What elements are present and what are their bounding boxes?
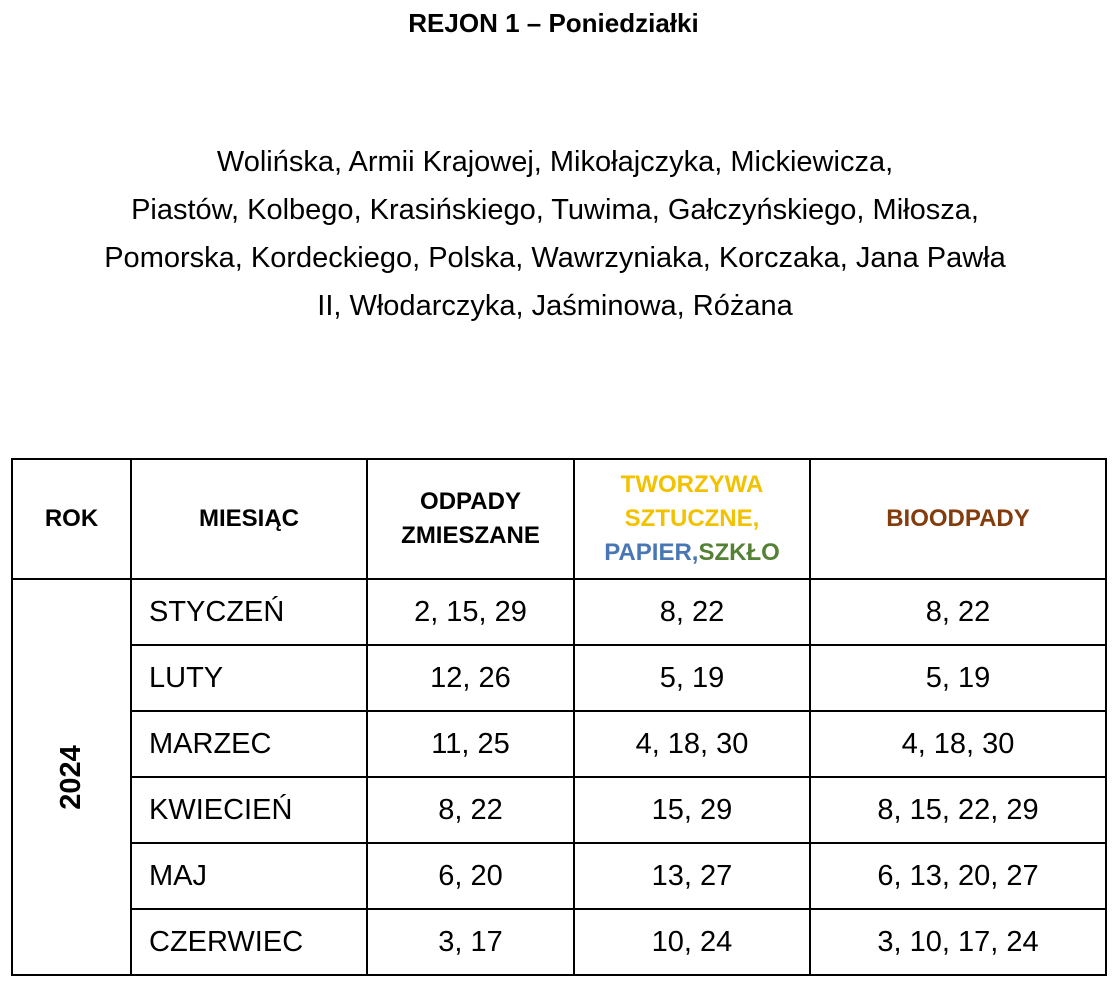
plastic-dates-cell: 10, 24 bbox=[574, 909, 810, 975]
street-line-1: Wolińska, Armii Krajowej, Mikołajczyka, Mickiewicza, bbox=[216, 146, 894, 178]
street-line-3: Pomorska, Kordeckiego, Polska, Wawrzyniaka, Korczaka, Jana Pawła bbox=[104, 242, 1006, 274]
plastic-dates-cell: 15, 29 bbox=[574, 777, 810, 843]
table-row bbox=[12, 645, 1106, 711]
table-row bbox=[12, 579, 1106, 645]
mixed-dates-cell: 6, 20 bbox=[367, 843, 574, 909]
mixed-dates-cell: 2, 15, 29 bbox=[367, 579, 574, 645]
mixed-dates-cell: 8, 22 bbox=[367, 777, 574, 843]
month-cell: STYCZEŃ bbox=[131, 579, 367, 645]
bio-dates-cell: 6, 13, 20, 27 bbox=[810, 843, 1106, 909]
plastic-dates-cell: 4, 18, 30 bbox=[574, 711, 810, 777]
page-title: REJON 1 – Poniedziałki bbox=[408, 8, 699, 38]
table-row bbox=[12, 843, 1106, 909]
collection-schedule-table bbox=[11, 458, 1107, 976]
month-cell: CZERWIEC bbox=[131, 909, 367, 975]
plastic-dates-cell: 5, 19 bbox=[574, 645, 810, 711]
bio-dates-cell: 5, 19 bbox=[810, 645, 1106, 711]
bio-dates-cell: 3, 10, 17, 24 bbox=[810, 909, 1106, 975]
month-cell: LUTY bbox=[131, 645, 367, 711]
header-papier-szklo bbox=[575, 536, 809, 570]
month-cell: MAJ bbox=[131, 843, 367, 909]
bio-dates-cell: 8, 22 bbox=[810, 579, 1106, 645]
header-rok: ROK bbox=[12, 459, 131, 579]
street-line-2: Piastów, Kolbego, Krasińskiego, Tuwima, Gałczyńskiego, Miłosza, bbox=[131, 194, 979, 226]
year-cell bbox=[12, 579, 131, 975]
header-tworzywa-line-2: SZTUCZNE, bbox=[624, 505, 760, 532]
header-tworzywa bbox=[574, 459, 810, 579]
header-bioodpady: BIOODPADY bbox=[810, 459, 1106, 579]
table-row bbox=[12, 909, 1106, 975]
table-header-row bbox=[12, 459, 1106, 579]
month-cell: MARZEC bbox=[131, 711, 367, 777]
header-miesiac: MIESIĄC bbox=[131, 459, 367, 579]
header-odpady-line-2: ZMIESZANE bbox=[401, 522, 540, 549]
mixed-dates-cell: 11, 25 bbox=[367, 711, 574, 777]
header-odpady-zmieszane bbox=[367, 459, 574, 579]
plastic-dates-cell: 8, 22 bbox=[574, 579, 810, 645]
year-label: 2024 bbox=[54, 744, 87, 810]
mixed-dates-cell: 12, 26 bbox=[367, 645, 574, 711]
month-cell: KWIECIEŃ bbox=[131, 777, 367, 843]
header-papier: PAPIER, bbox=[604, 539, 699, 566]
header-odpady-line-1: ODPADY bbox=[420, 488, 521, 515]
header-szklo: SZKŁO bbox=[698, 539, 780, 566]
bio-dates-cell: 4, 18, 30 bbox=[810, 711, 1106, 777]
header-tworzywa-line-1: TWORZYWA bbox=[620, 471, 764, 498]
plastic-dates-cell: 13, 27 bbox=[574, 843, 810, 909]
street-list bbox=[30, 138, 1080, 330]
table-row bbox=[12, 777, 1106, 843]
bio-dates-cell: 8, 15, 22, 29 bbox=[810, 777, 1106, 843]
street-line-4: II, Włodarczyka, Jaśminowa, Różana bbox=[317, 290, 793, 322]
mixed-dates-cell: 3, 17 bbox=[367, 909, 574, 975]
table-row bbox=[12, 711, 1106, 777]
